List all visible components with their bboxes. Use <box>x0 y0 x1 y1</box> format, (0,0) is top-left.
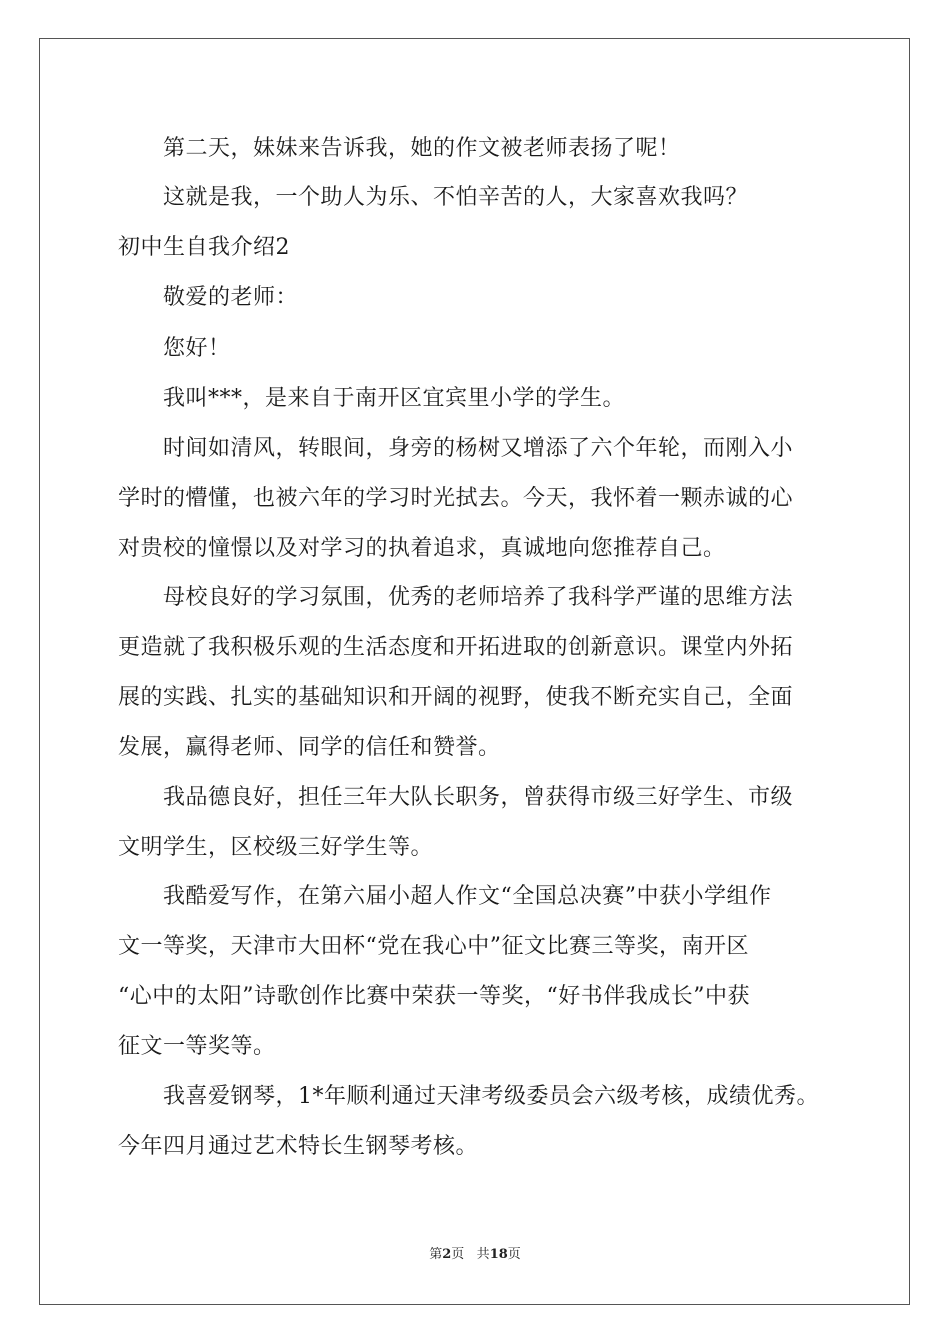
paragraph-line: 征文一等奖等。 <box>118 1034 276 1059</box>
section-heading: 初中生自我介绍2 <box>118 235 290 260</box>
page-footer <box>0 1247 950 1263</box>
paragraph-line: 第二天，妹妹来告诉我，她的作文被老师表扬了呢！ <box>163 136 681 161</box>
total-suffix: 页 <box>507 1247 521 1262</box>
paragraph-line: 母校良好的学习氛围，优秀的老师培养了我科学严谨的思维方法 <box>163 585 794 610</box>
paragraph-line: 文明学生，区校级三好学生等。 <box>118 835 434 860</box>
total-pages: 18 <box>489 1247 508 1262</box>
greeting: 您好！ <box>163 336 231 361</box>
paragraph-line: “心中的太阳”诗歌创作比赛中荣获一等奖，“好书伴我成长”中获 <box>118 984 750 1009</box>
page-number: 2 <box>442 1247 452 1262</box>
page-prefix: 第 <box>429 1247 443 1262</box>
paragraph-line: 展的实践、扎实的基础知识和开阔的视野，使我不断充实自己，全面 <box>118 685 794 710</box>
paragraph-line: 更造就了我积极乐观的生活态度和开拓进取的创新意识。课堂内外拓 <box>118 635 794 660</box>
paragraph-line: 我叫***，是来自于南开区宜宾里小学的学生。 <box>163 386 626 411</box>
salutation: 敬爱的老师： <box>163 285 299 310</box>
paragraph-line: 对贵校的憧憬以及对学习的执着追求，真诚地向您推荐自己。 <box>118 536 726 561</box>
paragraph-line: 今年四月通过艺术特长生钢琴考核。 <box>118 1134 479 1159</box>
paragraph-line: 学时的懵懂，也被六年的学习时光拭去。今天，我怀着一颗赤诚的心 <box>118 486 794 511</box>
paragraph-line: 发展，赢得老师、同学的信任和赞誉。 <box>118 735 501 760</box>
paragraph-line: 文一等奖，天津市大田杯“党在我心中”征文比赛三等奖，南开区 <box>118 934 749 959</box>
paragraph-line: 时间如清风，转眼间，身旁的杨树又增添了六个年轮，而刚入小 <box>163 436 794 461</box>
paragraph-line: 这就是我，一个助人为乐、不怕辛苦的人，大家喜欢我吗？ <box>163 185 749 210</box>
total-prefix: 共 <box>476 1247 490 1262</box>
page-suffix: 页 <box>451 1247 465 1262</box>
paragraph-line: 我酷爱写作，在第六届小超人作文“全国总决赛”中获小学组作 <box>163 884 772 909</box>
page-border <box>39 38 910 1305</box>
paragraph-line: 我喜爱钢琴，1*年顺利通过天津考级委员会六级考核，成绩优秀。 <box>163 1084 819 1109</box>
paragraph-line: 我品德良好，担任三年大队长职务，曾获得市级三好学生、市级 <box>163 785 794 810</box>
